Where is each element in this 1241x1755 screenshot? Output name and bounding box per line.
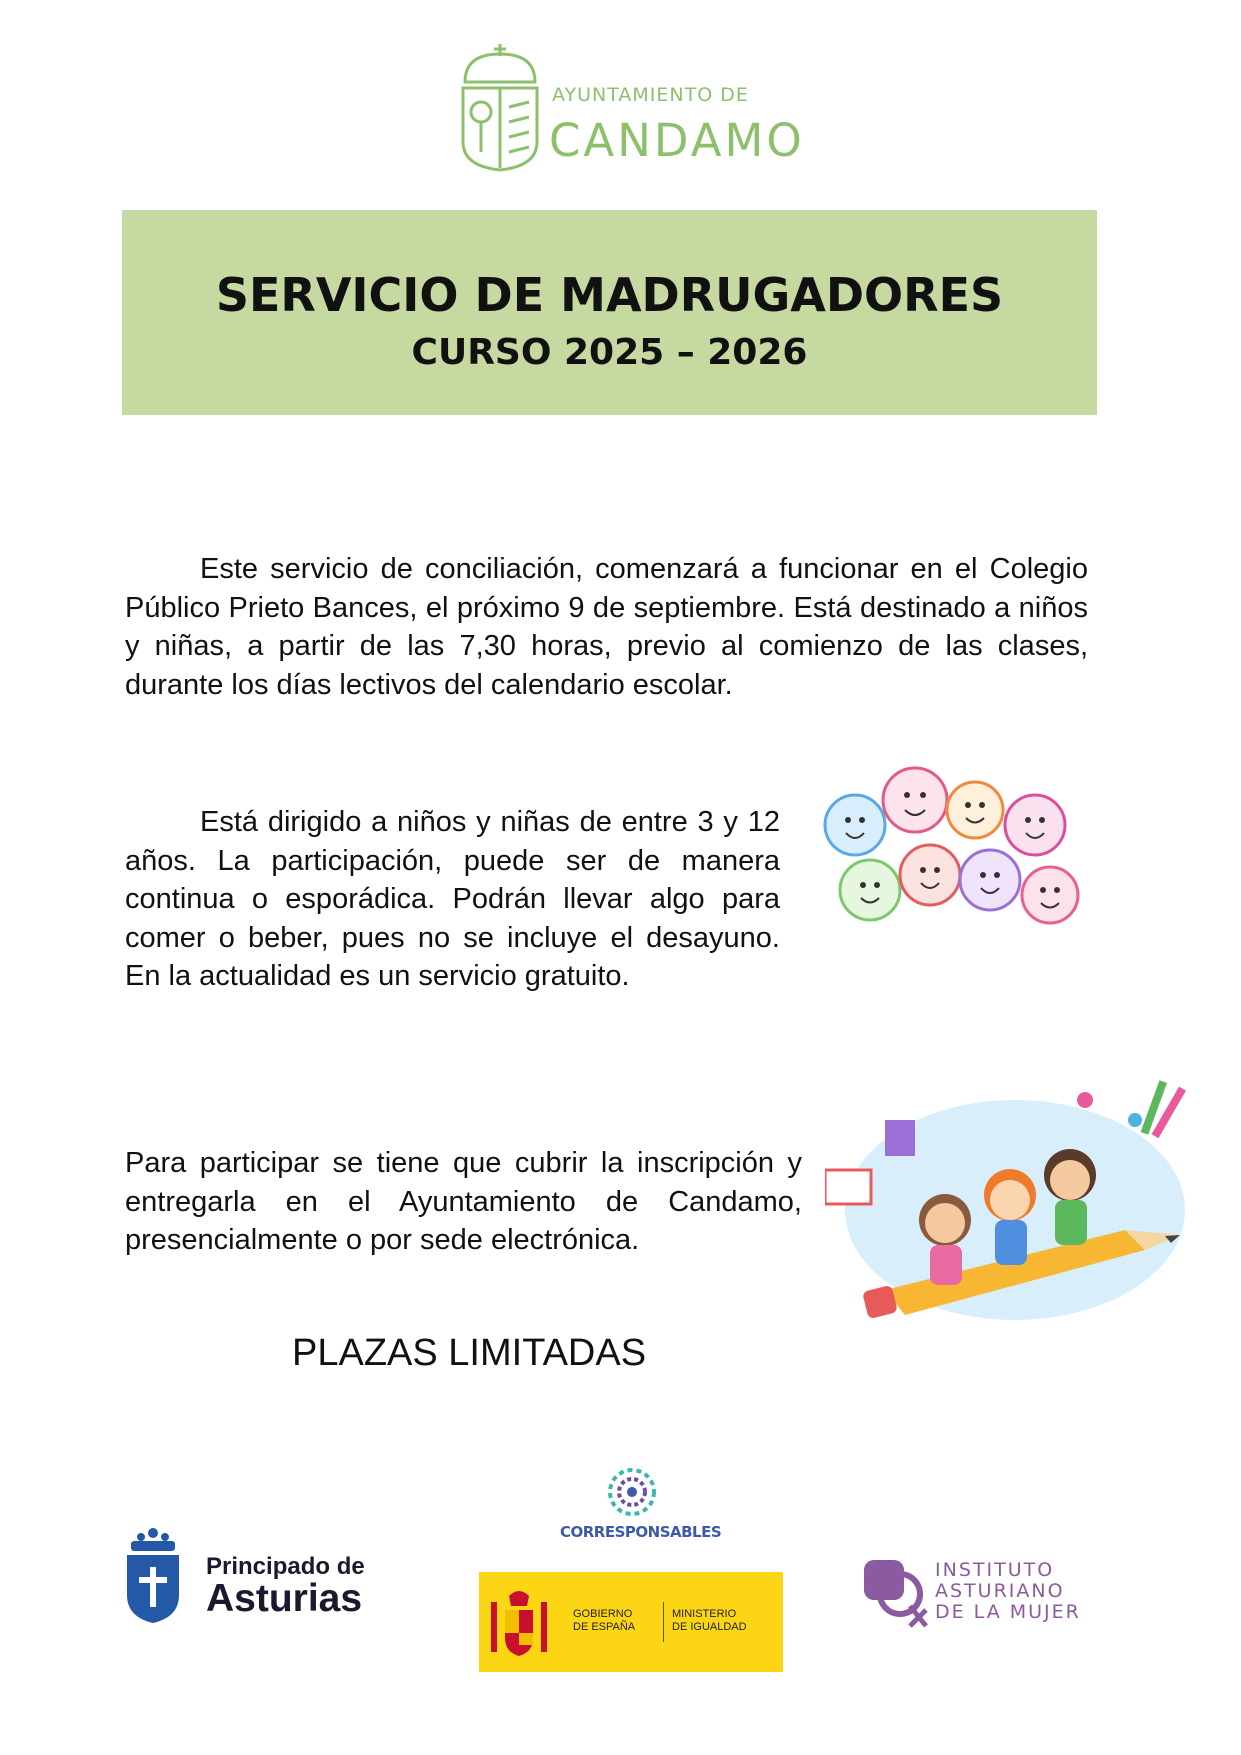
iam-line2: ASTURIANO <box>935 1580 1065 1602</box>
gobierno-espana-logo <box>479 1572 783 1672</box>
paragraph-eligibility: Está dirigido a niños y niñas de entre 3 y 12 años. La participación, puede ser de manera continua o esporádica. Podrán llevar algo para comer o beber, pues no se incluye el desayuno. En la actualidad es un servicio gratuito. <box>125 806 780 992</box>
page-title: SERVICIO DE MADRUGADORES <box>215 268 1004 322</box>
asturias-line2: Asturias <box>206 1577 363 1620</box>
paragraph-intro: Este servicio de conciliación, comenzará a funcionar en el Colegio Público Prieto Bances, el próximo 9 de septiembre. Está destinado a niños y niñas, a partir de las 7,30 horas, previo al comienzo de las clases, durante los días lectivos del calendario escolar. <box>125 553 1088 701</box>
title-banner <box>122 210 1097 415</box>
asturias-shield-icon <box>123 1525 183 1625</box>
page-subtitle: CURSO 2025 – 2026 <box>411 332 808 373</box>
corresponsables-emblem-icon <box>560 1465 705 1520</box>
principado-asturias-logo <box>123 1525 383 1625</box>
ayuntamiento-logo <box>455 42 805 172</box>
coat-of-arms-icon <box>455 42 545 172</box>
limited-places-notice: PLAZAS LIMITADAS <box>292 1332 647 1374</box>
corresponsables-logo <box>560 1465 722 1550</box>
paragraph-registration: Para participar se tiene que cubrir la inscripción y entregarla en el Ayuntamiento de Candamo, presencialmente o por sede electrónica. <box>125 1147 802 1256</box>
gobierno-label: GOBIERNO DE ESPAÑA <box>573 1608 636 1633</box>
logo-line2: CANDAMO <box>549 114 805 167</box>
logo-line1: AYUNTAMIENTO DE <box>552 84 749 106</box>
corresponsables-label: CORRESPONSABLES <box>560 1523 722 1541</box>
kids-on-pencil-illustration <box>825 1060 1195 1350</box>
instituto-asturiano-mujer-logo <box>860 1556 1100 1631</box>
iam-line3: DE LA MUJER <box>935 1601 1081 1623</box>
asturias-line1: Principado de <box>206 1553 365 1580</box>
iam-line1: INSTITUTO <box>935 1559 1055 1581</box>
children-faces-illustration <box>810 755 1100 955</box>
spain-coat-of-arms-icon <box>479 1572 559 1672</box>
divider <box>663 1602 664 1642</box>
iam-emblem-icon <box>860 1556 930 1631</box>
ministerio-label: MINISTERIO DE IGUALDAD <box>672 1608 747 1633</box>
